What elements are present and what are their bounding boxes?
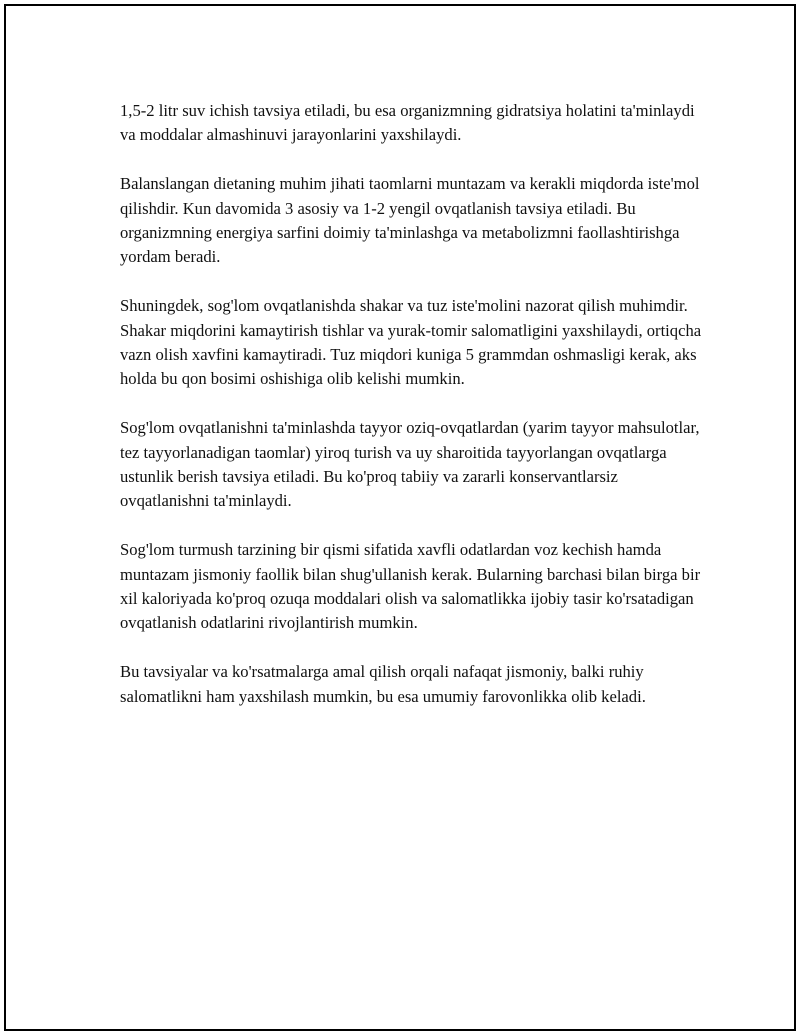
paragraph-sugar-salt: Shuningdek, sog'lom ovqatlanishda shakar va tuz iste'molini nazorat qilish muhimdir. Shakar miqdorini kamaytirish tishlar va yurak-tomir salomatligini yaxshilaydi, ortiqcha vazn olish xavfini kamaytiradi. Tuz miqdori kuniga 5 grammdan oshmasligi kerak, aks holda bu qon bosimi oshishiga olib kelishi mumkin. [120,296,702,389]
document-body [120,99,710,733]
paragraph-meal-regularity: Balanslangan dietaning muhim jihati taomlarni muntazam va kerakli miqdorda iste'mol qilishdir. Kun davomida 3 asosiy va 1-2 yengil ovqatlanish tavsiya etiladi. Bu organizmning energiya sarfini doimiy ta'minlashga va metabolizmni faollashtirishga yordam beradi. [120,174,700,267]
paragraph-hydration: 1,5-2 litr suv ichish tavsiya etiladi, bu esa organizmning gidratsiya holatini ta'minlaydi va moddalar almashinuvi jarayonlarini yaxshilaydi. [120,101,695,145]
paragraph-conclusion: Bu tavsiyalar va ko'rsatmalarga amal qilish orqali nafaqat jismoniy, balki ruhiy salomatlikni ham yaxshilash mumkin, bu esa umumiy farovonlikka olib keladi. [120,662,646,706]
page-border [4,4,796,1031]
paragraph-healthy-lifestyle: Sog'lom turmush tarzining bir qismi sifatida xavfli odatlardan voz kechish hamda muntazam jismoniy faollik bilan shug'ullanish kerak. Bularning barchasi bilan birga bir xil kaloriyada ko'proq ozuqa moddalari olish va salomatlikka ijobiy tasir ko'rsatadigan ovqatlanish odatlarini rivojlantirish mumkin. [120,540,701,633]
paragraph-homemade-food: Sog'lom ovqatlanishni ta'minlashda tayyor oziq-ovqatlardan (yarim tayyor mahsulotlar, tez tayyorlanadigan taomlar) yiroq turish va uy sharoitida tayyorlangan ovqatlarga ustunlik berish tavsiya etiladi. Bu ko'proq tabiiy va zararli konservantlarsiz ovqatlanishni ta'minlaydi. [120,418,700,511]
